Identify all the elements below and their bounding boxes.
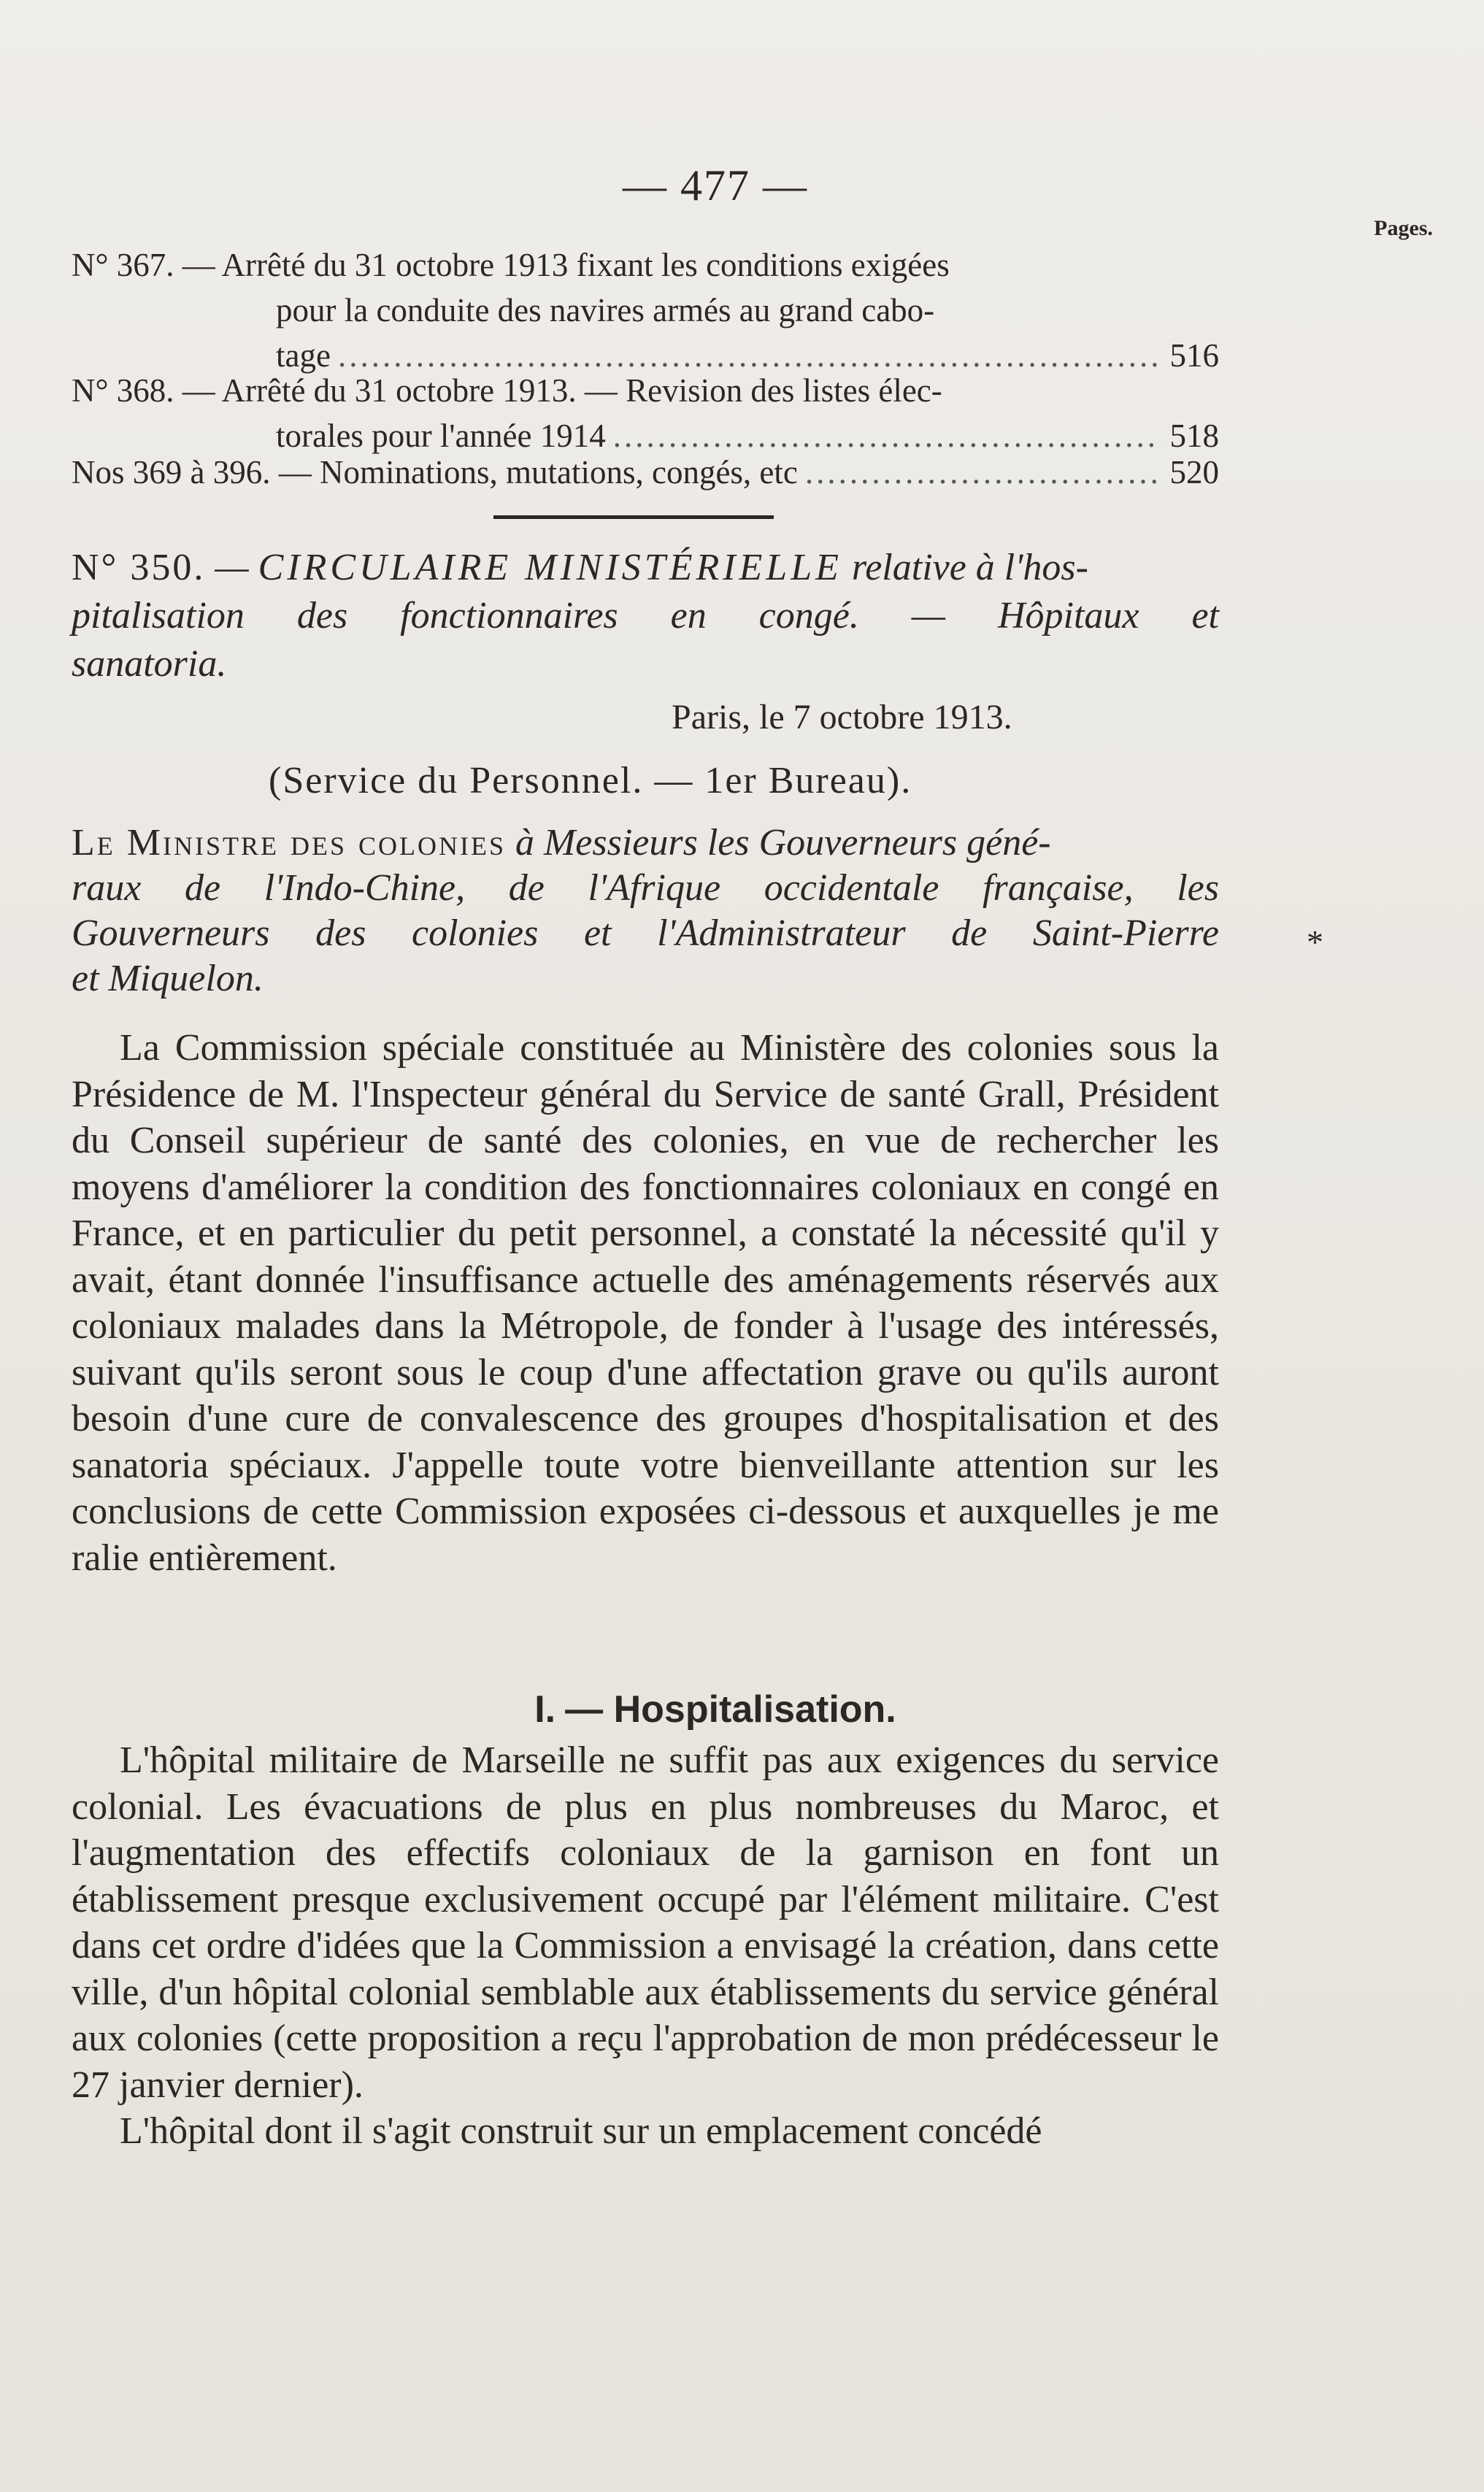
toc-entry-text: torales pour l'année 1914 — [276, 418, 606, 454]
section-number: I. — [534, 1688, 556, 1731]
toc-entry-text: — Arrêté du 31 octobre 1913. — Revision des listes élec- — [182, 372, 942, 409]
address-line: raux de l'Indo-Chine, de l'Afrique occidentale française, les — [72, 867, 1219, 909]
section-heading: — Hospitalisation. — [565, 1688, 896, 1731]
toc-entry — [72, 368, 1219, 458]
address-line: et Miquelon. — [72, 958, 264, 999]
page-number: — 477 — — [623, 161, 808, 209]
toc-entry — [72, 242, 1219, 378]
circular-title-caps: CIRCULAIRE MINISTÉRIELLE — [258, 547, 842, 588]
separator-rule — [493, 515, 774, 519]
paragraph: La Commission spéciale constituée au Ministère des colonies sous la Présidence de M. l'Inspecteur général du Service de santé Grall, Président du Conseil supérieur de santé des colonies, en vue de rechercher les moyens d'améliorer la condition des fonctionnaires coloniaux en congé en France, et en particulier du petit personnel, a constaté la nécessité qu'il y avait, étant donnée l'insuffisance actuelle des aménagements réservés aux coloniaux malades dans la Métropole, de fonder à l'usage des intéressés, suivant qu'ils seront sous le coup d'une affectation grave ou qu'ils auront besoin d'une cure de convalescence des groupes d'hospitalisation et des sanatoria spéciaux. J'appelle toute votre bienveillante attention sur les conclusions de cette Commission exposées ci-dessous et auxquelles je me ralie entièrement. — [72, 1027, 1219, 1579]
paragraph: L'hôpital militaire de Marseille ne suffit pas aux exigences du service colonial. Les évacuations de plus en plus nombreuses du Maroc, et l'augmentation des effectifs coloniaux de la garnison en font un établissement presque exclusivement occupé par l'élément militaire. C'est dans cet ordre d'idées que la Commission a envisagé la création, dans cette ville, d'un hôpital colonial semblable aux établissements du service général aux colonies (cette proposition a reçu l'approbation de mon prédécesseur le 27 janvier dernier). — [72, 1739, 1219, 2106]
circular-title-line: sanatoria. — [72, 643, 227, 685]
toc-entry — [72, 450, 1219, 495]
dot-leader — [805, 450, 1161, 495]
margin-mark: * — [1307, 923, 1323, 961]
service-line: (Service du Personnel. — 1er Bureau). — [269, 760, 912, 801]
paragraph: L'hôpital dont il s'agit construit sur un emplacement concédé — [120, 2110, 1042, 2152]
toc-entry-number: N° 367. — [72, 247, 174, 283]
toc-entry-text: — Arrêté du 31 octobre 1913 fixant les conditions exigées — [182, 247, 950, 283]
toc-entry-page: 516 — [1169, 337, 1219, 374]
circular-number: N° 350. — [72, 547, 206, 588]
circular-heading: N° 350. — CIRCULAIRE MINISTÉRIELLE relative à l'hos- pitalisation des fonctionnaires en congé. — Hôpitaux et sanatoria. — [72, 544, 1219, 688]
circular-title-text: relative à l'hos- — [851, 547, 1088, 588]
toc-entry-number: N° 368. — [72, 372, 174, 409]
body-text — [72, 1025, 1219, 1581]
toc-entry-text: tage — [276, 337, 331, 374]
toc-entry-number: Nos 369 à 396. — [72, 454, 271, 491]
pages-column-label: Pages. — [1374, 216, 1433, 240]
address-recipients: à Messieurs les Gouverneurs géné- — [515, 822, 1051, 864]
date-line: Paris, le 7 octobre 1913. — [672, 698, 1012, 737]
address-block — [72, 820, 1219, 1001]
toc-entry-text: — Nominations, mutations, congés, etc — [278, 454, 798, 491]
toc-entry-page: 518 — [1169, 418, 1219, 454]
toc-entry-text: pour la conduite des navires armés au grand cabo- — [276, 292, 935, 328]
circular-title-line: pitalisation des fonctionnaires en congé. — Hôpitaux et — [72, 595, 1219, 637]
address-line: Gouverneurs des colonies et l'Administrateur de Saint-Pierre — [72, 912, 1219, 954]
address-sender: Le Ministre des colonies — [72, 822, 506, 864]
section-title — [0, 1688, 1431, 1731]
toc-entry-page: 520 — [1169, 454, 1219, 491]
section-body — [72, 1737, 1219, 2155]
